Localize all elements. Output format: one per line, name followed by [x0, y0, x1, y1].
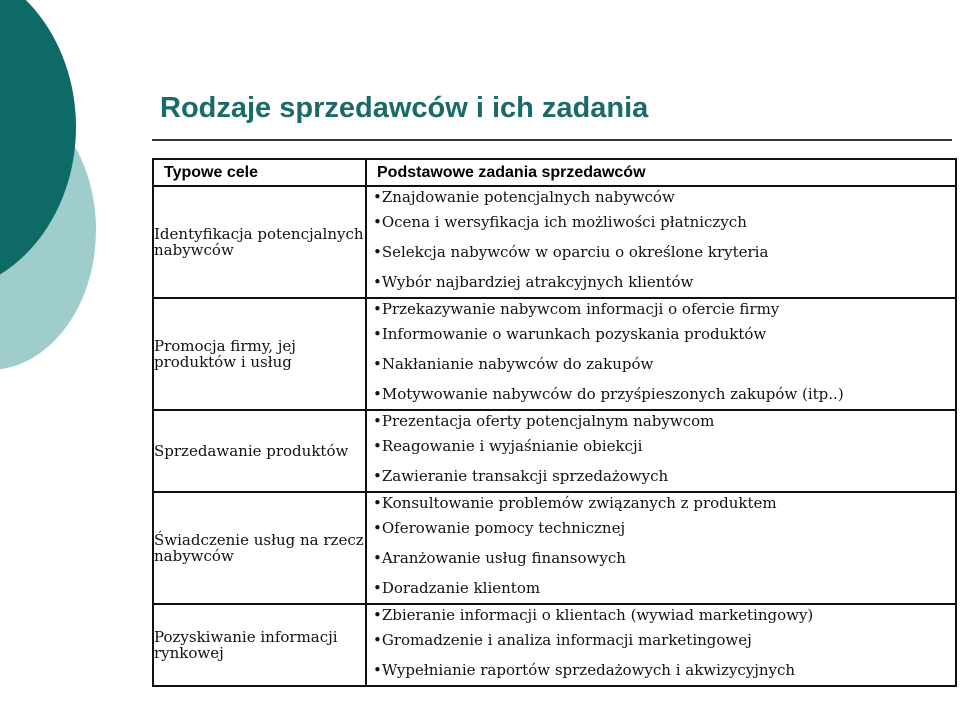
table-row	[153, 492, 956, 604]
goal-cell: Sprzedawanie produktów	[153, 410, 366, 492]
task-item: •Aranżowanie usług finansowych	[373, 549, 626, 567]
task-item: •Zbieranie informacji o klientach (wywiad marketingowy)	[373, 606, 814, 624]
task-item: •Nakłanianie nabywców do zakupów	[373, 355, 654, 373]
task-item: •Wypełnianie raportów sprzedażowych i akwizycyjnych	[373, 661, 796, 679]
task-item: •Wybór najbardziej atrakcyjnych klientów	[373, 273, 694, 291]
tasks-cell	[366, 186, 956, 298]
task-item: •Prezentacja oferty potencjalnym nabywcom	[373, 412, 715, 430]
goal-cell: Pozyskiwanie informacji rynkowej	[153, 604, 366, 686]
tasks-cell	[366, 298, 956, 410]
task-item: •Oferowanie pomocy technicznej	[373, 519, 626, 537]
task-item: •Zawieranie transakcji sprzedażowych	[373, 467, 669, 485]
task-item: •Doradzanie klientom	[373, 579, 541, 597]
table-row	[153, 298, 956, 410]
task-item: •Reagowanie i wyjaśnianie obiekcji	[373, 437, 643, 455]
tasks-cell	[366, 410, 956, 492]
task-item: •Selekcja nabywców w oparciu o określone kryteria	[373, 243, 769, 261]
task-item: •Gromadzenie i analiza informacji marketingowej	[373, 631, 752, 649]
tasks-cell	[366, 604, 956, 686]
task-item: •Przekazywanie nabywcom informacji o ofercie firmy	[373, 300, 780, 318]
sales-tasks-table	[152, 158, 957, 687]
goal-cell: Promocja firmy, jej produktów i usług	[153, 298, 366, 410]
task-item: •Motywowanie nabywców do przyśpieszonych zakupów (itp..)	[373, 385, 844, 403]
table-header-row	[153, 159, 956, 186]
title-divider	[152, 139, 952, 141]
goal-cell: Identyfikacja potencjalnych nabywców	[153, 186, 366, 298]
table-row	[153, 186, 956, 298]
header-tasks: Podstawowe zadania sprzedawców	[366, 159, 956, 186]
task-item: •Informowanie o warunkach pozyskania produktów	[373, 325, 767, 343]
task-item: •Konsultowanie problemów związanych z produktem	[373, 494, 777, 512]
task-item: •Znajdowanie potencjalnych nabywców	[373, 188, 675, 206]
table-row	[153, 410, 956, 492]
task-item: •Ocena i wersyfikacja ich możliwości płatniczych	[373, 213, 747, 231]
table-row	[153, 604, 956, 686]
goal-cell: Świadczenie usług na rzecz nabywców	[153, 492, 366, 604]
tasks-cell	[366, 492, 956, 604]
page-title: Rodzaje sprzedawców i ich zadania	[160, 92, 649, 124]
header-goals: Typowe cele	[153, 159, 366, 186]
